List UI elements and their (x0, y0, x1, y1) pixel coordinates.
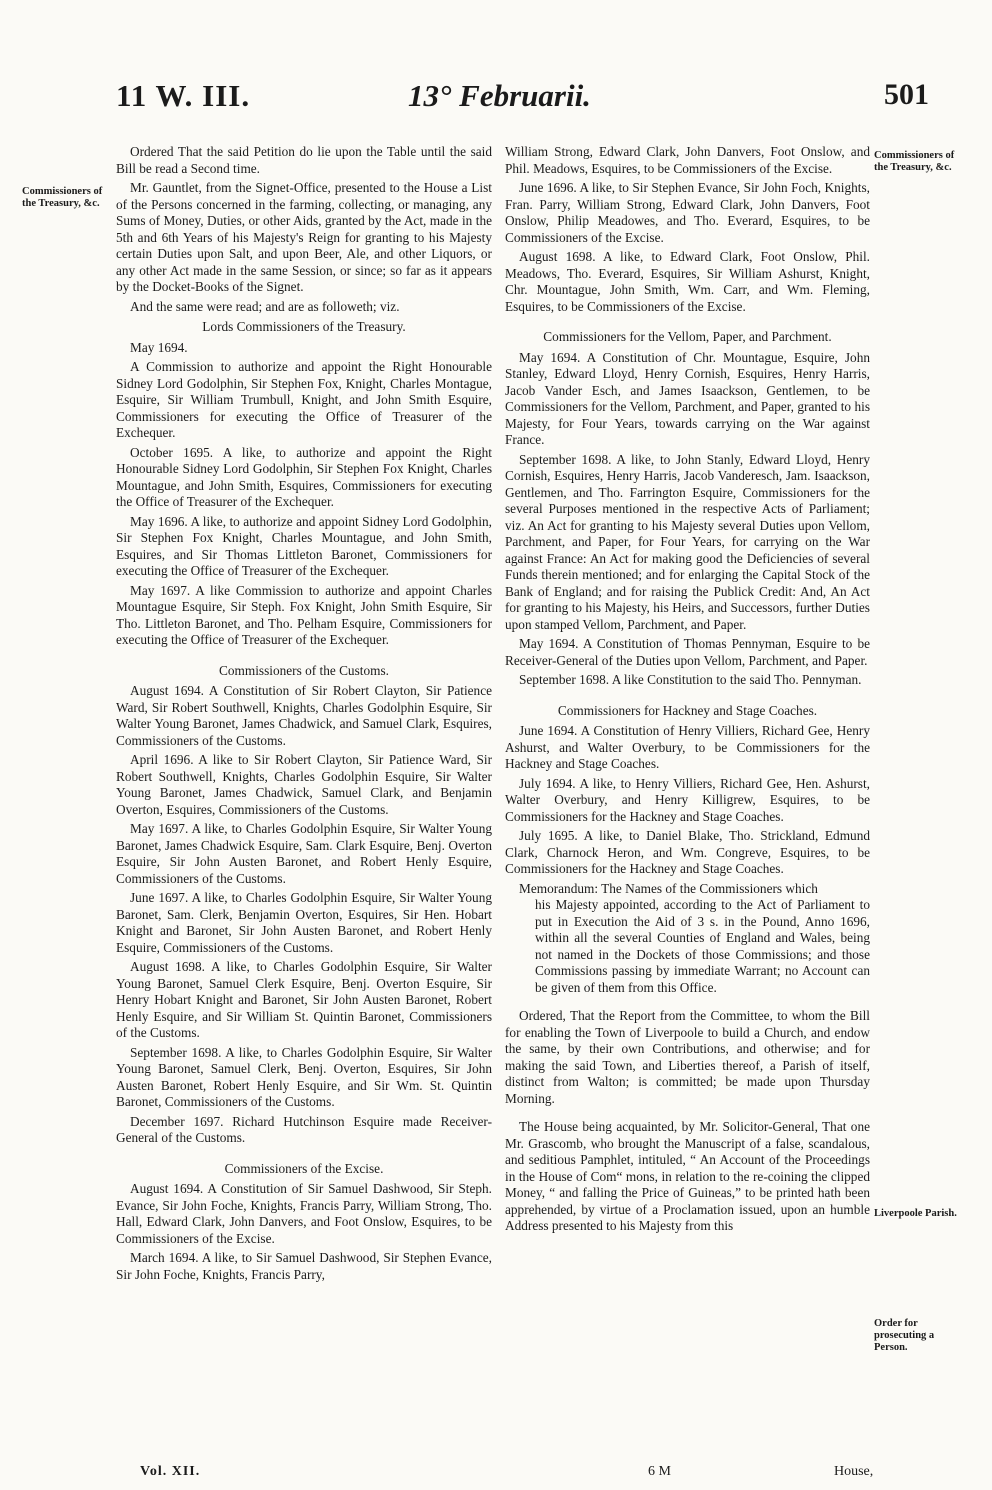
memorandum-head: Memorandum: The Names of the Commissioners which (519, 880, 818, 896)
margin-note-treasury-right: Commissioners of the Treasury, &c. (874, 150, 955, 173)
entry: June 1694. A Constitution of Henry Villiers, Richard Gee, Henry Ashurst, and Walter Overbury, to be Commissioners for the Hackney and Stage Coaches. (505, 723, 870, 771)
page-number: 501 (884, 78, 929, 111)
volume-number: Vol. XII. (140, 1464, 201, 1479)
margin-note-treasury-left: Commissioners of the Treasury, &c. (22, 186, 103, 209)
entry: May 1697. A like, to Charles Godolphin Esquire, Sir Walter Young Baronet, James Chadwick Esquire, Sam. Clark Esquire, Benj. Overton Esquire, Sir John Austen Baronet, and Robert Henly Esquire, Commissioners of the Customs. (116, 821, 492, 886)
entry: April 1696. A like to Sir Robert Clayton, Sir Patience Ward, Sir Robert Southwell, Knights, Charles Godolphin Esquire, Sir Walter Young Baronet, James Chadwick, Samuel Clark, and Benjamin Overton, Esquires, Commissioners of the Customs. (116, 752, 492, 817)
entry: May 1694. A Constitution of Thomas Pennyman, Esquire to be Receiver-General of the Duties upon Vellom, Parchment, and Paper. (505, 636, 870, 668)
entry: July 1694. A like, to Henry Villiers, Richard Gee, Hen. Ashurst, Walter Overbury, and Henry Killigrew, Esquires, to be Commissioners for the Hackney and Stage Coaches. (505, 775, 870, 824)
order-paragraph: The House being acquainted, by Mr. Solicitor-General, That one Mr. Grascomb, who brought the Manuscript of a false, scandalous, and seditious Pamphlet, intituled, “ An Account of the Proceedings in the House of Com“ mons, in relation to the re-coining the clipped Money, “ and falling the Price of Guineas,” to be printed hath been apprehended, by virtue of a Proclamation issued, upon an humble Address presented to his Majesty from this (505, 1119, 870, 1233)
entry: September 1698. A like Constitution to the said Tho. Pennyman. (519, 672, 862, 687)
paragraph: Ordered That the said Petition do lie upon the Table until the said Bill be read a Second time. (116, 144, 492, 176)
left-column (116, 144, 492, 1286)
entry: December 1697. Richard Hutchinson Esquire made Receiver-General of the Customs. (116, 1113, 492, 1145)
paragraph: Mr. Gauntlet, from the Signet-Office, presented to the House a List of the Persons concerned in the farming, collecting, or managing, any Sums of Money, Duties, or other Aids, granted by the Act, made in the 5th and 6th Years of his Majesty's Reign for granting to his Majesty certain Duties upon Salt, and upon Beer, Ale, and other Liquors, or any other Act made in the same Session, or since; so far as it appears by the Docket-Books of the Signet. (116, 180, 492, 294)
entry: May 1696. A like, to authorize and appoint Sidney Lord Godolphin, Sir Stephen Fox Knight, Charles Mountague, and John Smith, Esquires, and Sir Thomas Littleton Baronet, Commissioners for executing the Office of Treasurer of the Exchequer. (116, 513, 492, 578)
entry: May 1694. A Constitution of Chr. Mountague, Esquire, John Stanley, Edward Lloyd, Henry Cornish, Esquires, Henry Harris, Jacob Vander Esch, and James Isaackson, Gentlemen, to be Commissioners for the Vellom, Parchment, and Paper, granted to his Majesty, for Four Years, towards carrying on the War against France. (505, 349, 870, 447)
entry: September 1698. A like, to Charles Godolphin Esquire, Sir Walter Young Baronet, Samuel Clerk, Benj. Overton, Esquires, Sir John Austen Baronet, Robert Henly Esquire, and Sir Wm. St. Quintin Baronet, Commissioners of the Customs. (116, 1044, 492, 1109)
entry: August 1694. A Constitution of Sir Samuel Dashwood, Sir Steph. Evance, Sir John Foche, Knights, Francis Parry, William Strong, Tho. Hall, Edward Clark, John Danvers, and Foot Onslow, Esquires, to be Commissioners of the Excise. (116, 1181, 492, 1246)
section-heading-treasury: Lords Commissioners of the Treasury. (202, 319, 406, 334)
running-head-date: 13° Februarii. (408, 78, 591, 113)
right-column (505, 144, 870, 1238)
section-heading-hackney: Commissioners for Hackney and Stage Coaches. (557, 702, 818, 718)
margin-note-liverpoole: Liverpoole Parish. (874, 1208, 957, 1219)
entry: May 1697. A like Commission to authorize and appoint Charles Mountague Esquire, Sir Steph. Fox Knight, John Smith Esquire, Sir Tho. Littleton Baronet, and Tho. Pelham Esquire, Commissioners for executing the Office of Treasurer of the Exchequer. (116, 582, 492, 647)
entry: July 1695. A like, to Daniel Blake, Tho. Strickland, Edmund Clark, Charnock Heron, and Wm. Congreve, Esquires, to be Commissioners for the Hackney and Stage Coaches. (505, 828, 870, 876)
entry: June 1697. A like, to Charles Godolphin Esquire, Sir Walter Young Baronet, Sam. Clerk, Benjamin Overton, Esquires, Sir Hen. Hobart Knight and Baronet, Sir John Austen Baronet, and Robert Henly Esquire, Commissioners of the Customs. (116, 890, 492, 955)
paragraph: And the same were read; and are as followeth; viz. (130, 298, 400, 314)
section-heading-customs: Commissioners of the Customs. (219, 662, 389, 678)
signature-mark: 6 M (648, 1464, 671, 1479)
order-paragraph: Ordered, That the Report from the Committee, to whom the Bill for enabling the Town of Liverpoole to build a Church, and endow the same, by their own Contributions, and otherwise; and for making the said Town, and Liberties thereof, a Parish of itself, distinct from Walton; is committed; be made upon Thursday Morning. (505, 1008, 870, 1106)
entry-date: May 1694. (130, 339, 188, 355)
memorandum-body: his Majesty appointed, according to the Act of Parliament to put in Execution the Aid of 3 s. in the Pound, Anno 1696, within all the several Counties of England and Wales, being not named in the Dockets of those Commissions; and those Commissions passing by immediate Warrant; no Account can be given of them from this Office. (535, 897, 870, 995)
entry: August 1698. A like, to Edward Clark, Foot Onslow, Phil. Meadows, Tho. Everard, Esquires, Sir William Ashurst, Knight, Chr. Mountague, John Smith, Wm. Carr, and Wm. Fleming, Esquires, to be Commissioners of the Excise. (505, 249, 870, 314)
entry: August 1698. A like, to Charles Godolphin Esquire, Sir Walter Young Baronet, Samuel Clerk Esquire, Benj. Overton Esquire, Sir Henry Hobart Knight and Baronet, Sir John Austen Baronet, Robert Henly Esquire, and Sir William St. Quintin Baronet, Commissioners of the Customs. (116, 959, 492, 1040)
entry: September 1698. A like, to John Stanly, Edward Lloyd, Henry Cornish, Esquires, Henry Harris, Jacob Vanderesch, Jam. Isaackson, Gentlemen, and Tho. Farrington Esquire, Commissioners for the several Purposes mentioned in the respective Acts of Parliament; viz. An Act for granting to his Majesty several Duties upon Vellom, Parchment, and Paper, for Four Years, for carrying on the War against France: An Act for making good the Deficiencies of several Funds therein mentioned; and for enlarging the Capital Stock of the Bank of England; and for raising the Publick Credit: And, An Act for granting to his Majesty, his Heirs, and Successors, further Duties upon stamped Vellom, Parchment, and Paper. (505, 451, 870, 632)
running-head-reign: 11 W. III. (116, 78, 251, 113)
entry: October 1695. A like, to authorize and appoint the Right Honourable Sidney Lord Godolphin, Sir Stephen Fox Knight, Charles Mountague, and John Smith, Esquires, Commissioners for executing the Office of Treasurer of the Exchequer. (116, 444, 492, 509)
catchword: House, (834, 1464, 874, 1479)
entry: March 1694. A like, to Sir Samuel Dashwood, Sir Stephen Evance, Sir John Foche, Knights, Francis Parry, (116, 1250, 492, 1282)
entry: A Commission to authorize and appoint the Right Honourable Sidney Lord Godolphin, Sir Stephen Fox, Knight, Charles Montague, Esquire, Sir William Trumbull, Knight, and John Smith Esquire, Commissioners for executing the Office of Treasurer of the Exchequer. (116, 359, 492, 440)
entry: August 1694. A Constitution of Sir Robert Clayton, Sir Patience Ward, Sir Robert Southwell, Knights, Charles Godolphin Esquire, Sir Walter Young Baronet, James Chadwick, and Samuel Clark, Esquires, Commissioners of the Customs. (116, 683, 492, 748)
entry: June 1696. A like, to Sir Stephen Evance, Sir John Foch, Knights, Fran. Parry, William Strong, Edward Clark, John Danvers, Foot Onslow, Philip Meadowes, and Tho. Everard, Esquires, to be Commissioners of the Excise. (505, 180, 870, 245)
margin-note-prosecution: Order for prosecuting a Person. (874, 1318, 935, 1353)
section-heading-excise: Commissioners of the Excise. (224, 1160, 384, 1176)
entry: William Strong, Edward Clark, John Danvers, Foot Onslow, and Phil. Meadows, Esquires, to be Commissioners of the Excise. (505, 144, 870, 176)
section-heading-vellom: Commissioners for the Vellom, Paper, and Parchment. (543, 329, 832, 344)
